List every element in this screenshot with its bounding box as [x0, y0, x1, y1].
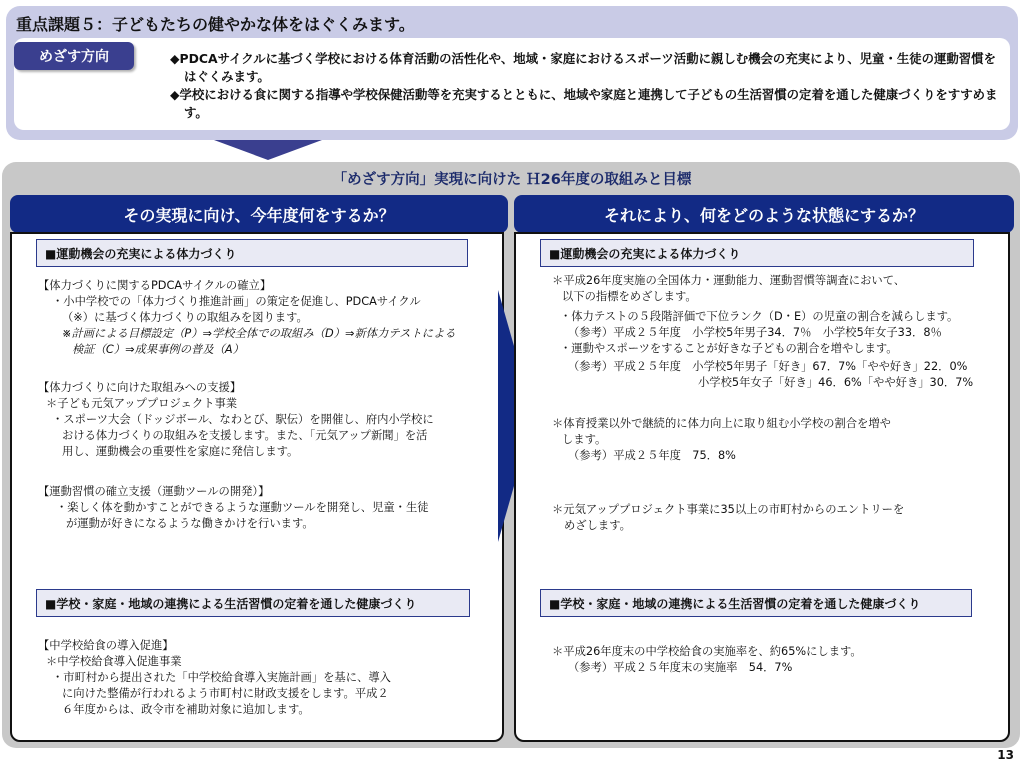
text-line: 小学校5年女子「好き」46．6%「やや好き」30．7% — [698, 376, 974, 389]
page-title: 重点課題５：子どもたちの健やかな体をはぐくみます。 — [16, 15, 415, 34]
text-line: ・市町村から提出された「中学校給食導入実施計画」を基に、導入 — [52, 671, 391, 684]
text-line: ＊平成26年度実施の全国体力・運動能力、運動習慣等調査において、 — [552, 274, 906, 287]
text-line: に向けた整備が行われるよう市町村に財政支援をします。平成２ — [62, 687, 389, 700]
section-title: 「めざす方向」実現に向けた Ｈ26年度の取組みと目標 — [332, 172, 692, 188]
right-subheader-health: ■学校・家庭・地域の連携による生活習慣の定着を通した健康づくり — [540, 589, 972, 617]
right-subheader-exercise: ■運動機会の充実による体力づくり — [540, 239, 974, 267]
text-line: ６年度からは、政令市を補助対象に追加します。 — [62, 703, 310, 716]
text-line: ・小中学校での「体力づくり推進計画」の策定を促進し、PDCAサイクル — [52, 295, 421, 308]
text-line: 用し、運動機会の重要性を家庭に発信します。 — [62, 445, 299, 458]
text-line: します。 — [562, 433, 607, 446]
goal-bullet: ◆PDCAサイクルに基づく学校における体育活動の活性化や、地域・家庭におけるスポーツ活動に親しむ機会の充実により、児童・生徒の運動習慣をはぐくみます。 — [170, 51, 996, 84]
right-block-project — [552, 502, 904, 534]
text-line: ＊平成26年度末の中学校給食の実施率を、約65%にします。 — [552, 645, 862, 658]
goal-bullets — [170, 50, 1000, 122]
right-block-pe — [552, 416, 891, 464]
text-line: 【体力づくりに向けた取組みへの支援】 — [38, 381, 242, 394]
text-line: 【運動習慣の確立支援（運動ツールの開発）】 — [38, 485, 270, 498]
text-line: 【中学校給食の導入促進】 — [38, 639, 174, 652]
text-line: （参考）平成２５年度 小学校5年男子「好き」67．7%「やや好き」22．0% — [568, 360, 968, 373]
text-line: （※）に基づく体力づくりの取組みを図ります。 — [62, 311, 308, 324]
text-line: ・体力テストの５段階評価で下位ランク（D・E）の児童の割合を減らします。 — [560, 310, 959, 323]
text-line: 以下の指標をめざします。 — [562, 290, 697, 303]
text-line: 【体力づくりに関するPDCAサイクルの確立】 — [38, 279, 272, 292]
text-line: めざします。 — [564, 519, 631, 532]
goal-bullet: ◆学校における食に関する指導や学校保健活動等を充実するとともに、地域や家庭と連携して子どもの生活習慣の定着を通した健康づくりをすすめます。 — [170, 87, 998, 120]
text-line: が運動が好きになるような働きかけを行います。 — [66, 517, 314, 530]
text-line: ＊元気アッププロジェクト事業に35以上の市町村からのエントリーを — [552, 503, 905, 516]
text-line: （参考）平成２５年度 75．8% — [568, 449, 736, 462]
left-block-lunch — [38, 638, 391, 718]
right-block-targets — [552, 273, 973, 391]
text-line: （参考）平成２５年度末の実施率 54．7% — [568, 661, 793, 674]
left-column-header: その実現に向け、今年度何をするか？ — [10, 195, 508, 233]
text-line: ・運動やスポーツをすることが好きな子どもの割合を増やします。 — [560, 342, 898, 355]
text-line: ＊中学校給食導入促進事業 — [46, 655, 182, 668]
text-line: ＊子ども元気アッププロジェクト事業 — [46, 397, 238, 410]
text-line: ・スポーツ大会（ドッジボール、なわとび、駅伝）を開催し、府内小学校に — [52, 413, 434, 426]
left-block-support — [38, 380, 434, 460]
text-line: おける体力づくりの取組みを支援します。また、「元気アップ新聞」を活 — [62, 429, 428, 442]
text-line: 検証（C）⇒成果事例の普及（A） — [72, 343, 244, 356]
right-column-header: それにより、何をどのような状態にするか？ — [514, 195, 1014, 233]
goal-label: めざす方向 — [14, 42, 134, 70]
text-line: ＊体育授業以外で継続的に体力向上に取り組む小学校の割合を増や — [552, 417, 891, 430]
right-block-lunch — [552, 644, 862, 676]
down-arrow-icon — [214, 140, 322, 160]
text-line: ・楽しく体を動かすことができるような運動ツールを開発し、児童・生徒 — [56, 501, 429, 514]
left-subheader-health: ■学校・家庭・地域の連携による生活習慣の定着を通した健康づくり — [36, 589, 470, 617]
left-subheader-exercise: ■運動機会の充実による体力づくり — [36, 239, 468, 267]
page-number: 13 — [997, 748, 1014, 762]
text-line: ※計画による目標設定（P）⇒学校全体での取組み（D）⇒新体力テストによる — [62, 327, 456, 340]
left-block-tools — [38, 484, 429, 532]
text-line: （参考）平成２５年度 小学校5年男子34．7％ 小学校5年女子33．8％ — [568, 326, 942, 339]
left-block-pdca — [38, 278, 456, 358]
